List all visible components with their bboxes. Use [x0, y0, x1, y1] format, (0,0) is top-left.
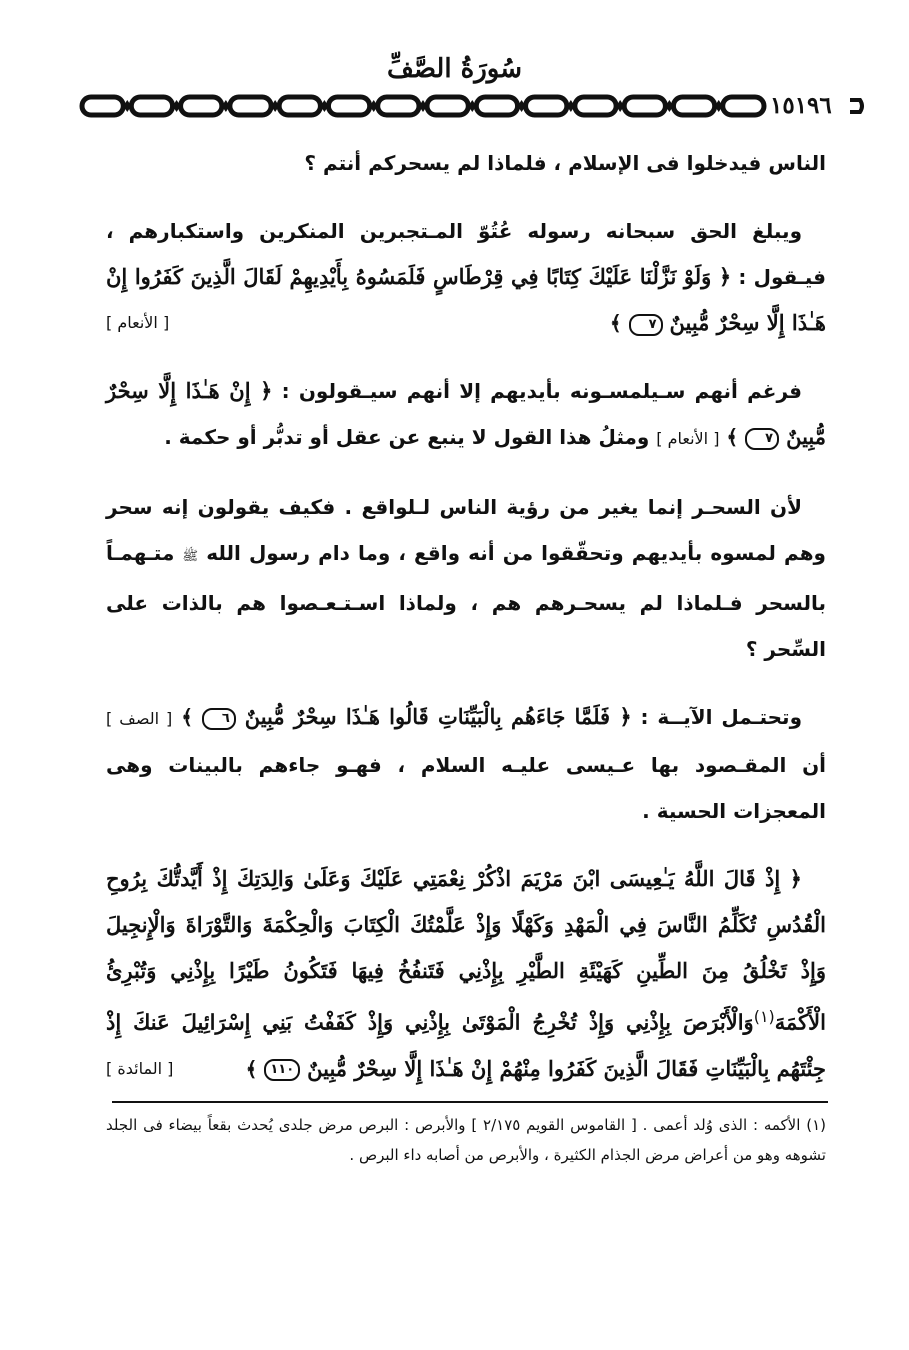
salutation-glyph: ﷺ — [182, 549, 199, 564]
paragraph-3-text-b: ومثلُ هذا القول لا ينبع عن عقل أو تدبُّر أو حكمة . — [164, 425, 657, 449]
verse-close-bracket: ﴾ — [726, 425, 739, 449]
ayah-number-6: ٦ — [202, 708, 236, 730]
paragraph-5-text: وتحتـمل الآيــة : — [631, 705, 803, 729]
page-number-ornament — [848, 96, 866, 116]
paragraph-4 — [106, 484, 826, 672]
verse-close-bracket: ﴾ — [181, 705, 193, 729]
paragraph-5-text-b: أن المقـصود بها عـيسى عليـه السلام ، فهـو جاءهم بالبينات وهى المعجزات الحسية . — [106, 753, 826, 823]
ayah-number-7: ٧ — [629, 314, 663, 336]
surah-reference-saff: [ الصف ] — [106, 709, 173, 728]
paragraph-4-text-b: متـهمـاً بالسحر فـلماذا لم يسحـرهم هم ، ولماذا اسـتـعـصوا هم بالذات على السِّحر ؟ — [106, 541, 826, 661]
ayah-number-110: ١١٠ — [264, 1059, 300, 1081]
paragraph-3-text: فرغم أنهم سـيلمسـونه بأيديهم إلا أنهم سيـقولون : — [272, 379, 802, 403]
surah-reference-anam-b: [ الأنعام ] — [656, 429, 720, 448]
paragraph-2-text: ويبلغ الحق سبحانه رسوله عُتُوّ المـتجبرين المنكرين واستكبارهم ، فيـقول : — [106, 219, 826, 289]
quran-verse-maidah-110: ﴿ إِذْ قَالَ اللَّهُ يَـٰعِيسَى ابْنَ مَرْيَمَ اذْكُرْ نِعْمَتِي عَلَيْكَ وَعَلَىٰ وَالِدَتِكَ إِذْ أَيَّدتُّكَ بِرُوحِ الْقُدُسِ تُكَلِّمُ النَّاسَ فِي الْمَهْدِ وَكَهْلًا وَإِذْ عَلَّمْتُكَ الْكِتَابَ وَالْحِكْمَةَ وَالتَّوْرَاةَ وَالْإِنجِيلَ وَإِذْ تَخْلُقُ مِنَ الطِّينِ كَهَيْئَةِ الطَّيْرِ بِإِذْنِي فَتَنفُخُ فِيهَا فَتَكُونُ طَيْرًا بِإِذْنِي وَتُبْرِئُ الْأَكْمَهَ — [106, 866, 826, 1035]
quran-verse-maidah-110-b: وَالْأَبْرَصَ بِإِذْنِي وَإِذْ تُخْرِجُ الْمَوْتَىٰ بِإِذْنِي وَإِذْ كَفَفْتُ بَنِي إِسْرَائِيلَ عَنكَ إِذْ جِئْتَهُم بِالْبَيِّنَاتِ فَقَالَ الَّذِينَ كَفَرُوا مِنْهُمْ إِنْ هَـٰذَا إِلَّا سِحْرٌ مُّبِينٌ — [106, 1009, 826, 1081]
page-number: ١٥١٩٦ — [770, 92, 832, 119]
paragraph-3 — [106, 368, 826, 462]
header-ornament-border — [78, 92, 768, 120]
quran-verse-saff-6: ﴿ فَلَمَّا جَاءَهُم بِالْبَيِّنَاتِ قَالُوا هَـٰذَا سِحْرٌ مُّبِينٌ — [244, 704, 632, 729]
surah-reference-maidah: [ المائدة ] — [106, 1058, 174, 1078]
paragraph-6 — [106, 856, 826, 1092]
footnotes — [106, 1110, 826, 1170]
paragraph-2 — [106, 208, 826, 346]
quran-verse-anam-7-excerpt: ﴿ إِنْ هَـٰذَا إِلَّا سِحْرٌ مُّبِينٌ — [106, 378, 826, 449]
verse-close-bracket: ﴾ — [245, 1056, 258, 1081]
paragraph-5 — [106, 694, 826, 834]
verse-close-bracket: ﴾ — [609, 311, 622, 335]
quran-verse-anam-7: ﴿ وَلَوْ نَزَّلْنَا عَلَيْكَ كِتَابًا فِي قِرْطَاسٍ فَلَمَسُوهُ بِأَيْدِيهِمْ لَقَالَ الَّذِينَ كَفَرُوا إِنْ هَـٰذَا إِلَّا سِحْرٌ مُّبِينٌ — [106, 264, 826, 335]
footnote-marker: (١) — [753, 1007, 775, 1026]
surah-reference-anam: [ الأنعام ] — [106, 313, 170, 332]
ayah-number-7-b: ٧ — [745, 428, 779, 450]
paragraph-4-text: لأن السحـر إنما يغير من رؤية الناس لـلواقع . فكيف يقولون إنه سحر وهم لمسوه بأيديهم وتحقّقوا من أنه واقع ، وما دام رسول الله — [106, 495, 826, 565]
footnote-separator — [112, 1101, 828, 1103]
paragraph-1-text: الناس فيدخلوا فى الإسلام ، فلماذا لم يسحركم أنتم ؟ — [304, 151, 826, 175]
footnote-1: (١) الأكمه : الذى وُلد أعمى . [ القاموس القويم ٢/١٧٥ ] والأبرص : البرص مرض جلدى يُحدث بقعاً بيضاء فى الجلد تشوهه وهو من أعراض مرض الجذام الكثيرة ، والأبرص من أصابه داء البرص . — [106, 1116, 826, 1164]
surah-title: سُورَةُ الصَّفِّ — [386, 54, 523, 84]
paragraph-1 — [106, 140, 826, 186]
main-text — [106, 140, 826, 1092]
